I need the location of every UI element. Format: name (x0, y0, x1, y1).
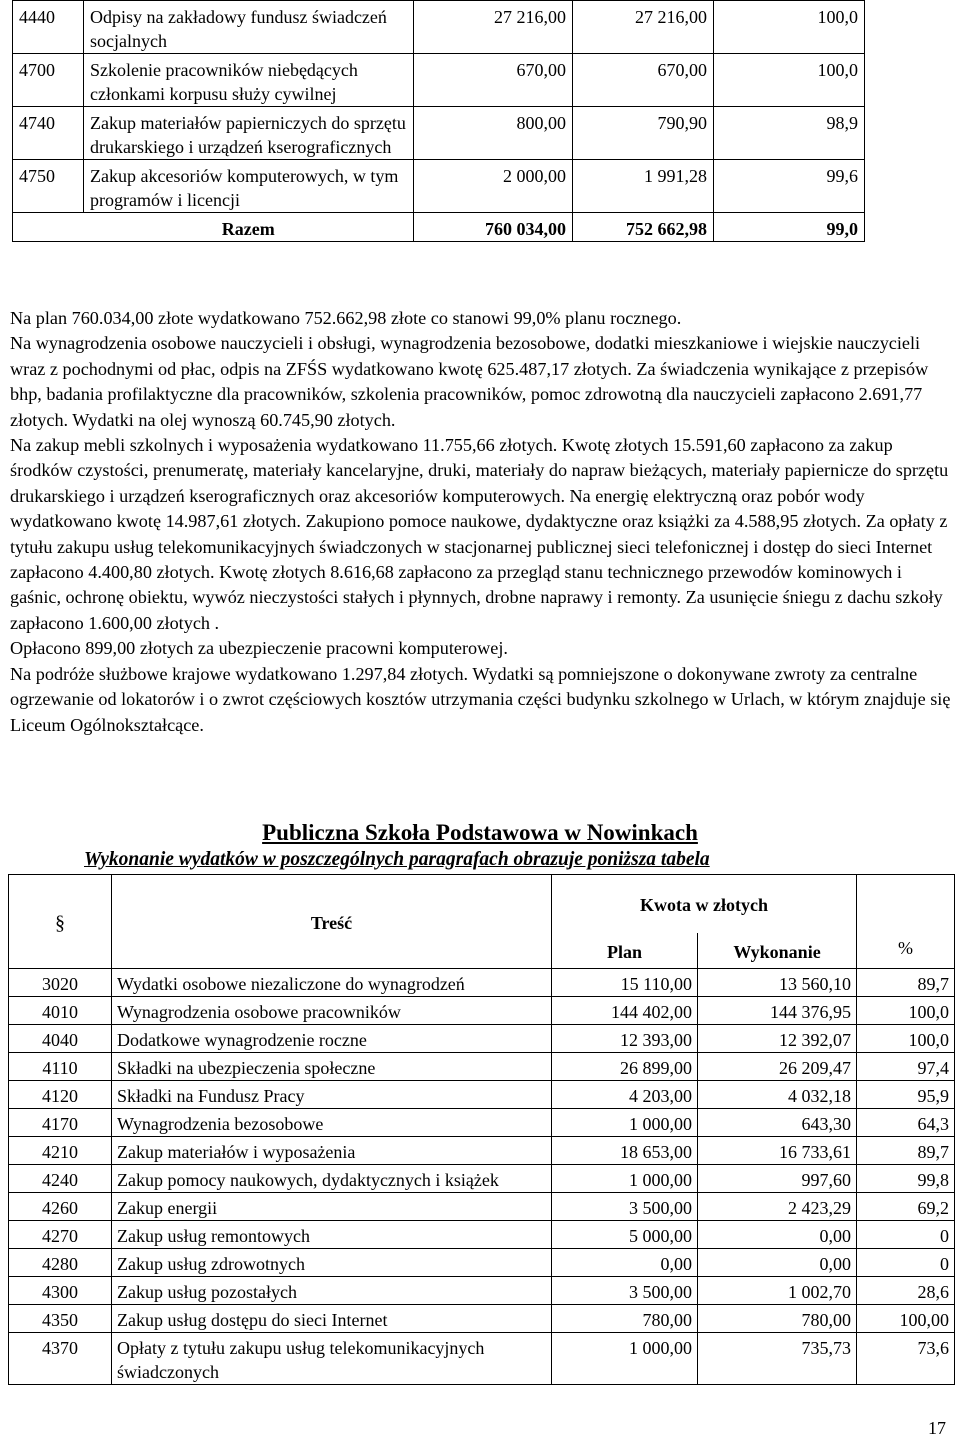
total-row (13, 213, 865, 242)
blank-cell (13, 213, 84, 242)
row-done: 1 991,28 (573, 160, 714, 213)
school-expenses-table (8, 874, 955, 1385)
table-caption: Wykonanie wydatków w poszczególnych paragrafach obrazuje poniższa tabela (84, 849, 710, 870)
row-pct: 0 (857, 1221, 955, 1249)
row-plan: 12 393,00 (552, 1025, 698, 1053)
row-done: 4 032,18 (698, 1081, 857, 1109)
row-pct: 100,00 (857, 1305, 955, 1333)
row-done: 12 392,07 (698, 1025, 857, 1053)
row-pct: 73,6 (857, 1333, 955, 1385)
row-plan: 26 899,00 (552, 1053, 698, 1081)
row-name: Składki na Fundusz Pracy (112, 1081, 552, 1109)
row-code: 4110 (9, 1053, 112, 1081)
table-row (13, 107, 865, 160)
table-row (13, 160, 865, 213)
row-name: Opłaty z tytułu zakupu usług telekomunikacyjnych świadczonych (112, 1333, 552, 1385)
row-pct: 100,0 (857, 1025, 955, 1053)
row-name: Dodatkowe wynagrodzenie roczne (112, 1025, 552, 1053)
row-plan: 18 653,00 (552, 1137, 698, 1165)
row-code: 4440 (13, 1, 84, 54)
paragraph: Na plan 760.034,00 złote wydatkowano 752.662,98 złote co stanowi 99,0% planu rocznego. (10, 308, 682, 328)
row-plan: 670,00 (414, 54, 573, 107)
row-name: Wydatki osobowe niezaliczone do wynagrodzeń (112, 969, 552, 997)
row-plan: 5 000,00 (552, 1221, 698, 1249)
paragraph: Na wynagrodzenia osobowe nauczycieli i obsługi, wynagrodzenia bezosobowe, dodatki mieszkaniowe i wiejskie nauczycieli wraz z pochodnymi od płac, odpis na ZFŚS wydatkowano kwotę 625.487,17 złotych. Za świadczenia wynikające z przepisów bhp, badania profilaktyczne dla pracowników, szkolenia pracowników, pomoc zdrowotną dla nauczycieli zapłacono 2.691,77 złotych. Wydatki na olej wynoszą 60.745,90 złotych. (10, 333, 929, 430)
row-plan: 1 000,00 (552, 1109, 698, 1137)
row-plan: 1 000,00 (552, 1333, 698, 1385)
row-name: Zakup usług zdrowotnych (112, 1249, 552, 1277)
table-row (9, 1333, 955, 1385)
row-name: Składki na ubezpieczenia społeczne (112, 1053, 552, 1081)
row-plan: 15 110,00 (552, 969, 698, 997)
paragraph: Na podróże służbowe krajowe wydatkowano 1.297,84 złotych. Wydatki są pomniejszone o dokonywane zwroty za centralne ogrzewanie od lokatorów i o zwrot częściowych kosztów utrzymania części budynku szkolnego w Urlach, w którym znajduje się Liceum Ogólnokształcące. (10, 663, 951, 735)
header-content: Treść (112, 875, 552, 969)
row-pct: 98,9 (714, 107, 865, 160)
header-amount: Kwota w złotych (552, 875, 857, 933)
row-done: 780,00 (698, 1305, 857, 1333)
table-row (9, 1165, 955, 1193)
row-code: 4300 (9, 1277, 112, 1305)
table-row (9, 1137, 955, 1165)
row-pct: 89,7 (857, 1137, 955, 1165)
table-row (13, 54, 865, 107)
row-pct: 99,6 (714, 160, 865, 213)
row-name: Zakup materiałów i wyposażenia (112, 1137, 552, 1165)
row-code: 4700 (13, 54, 84, 107)
row-code: 4010 (9, 997, 112, 1025)
table-row (9, 1277, 955, 1305)
row-plan: 3 500,00 (552, 1277, 698, 1305)
row-done: 1 002,70 (698, 1277, 857, 1305)
row-code: 4040 (9, 1025, 112, 1053)
table-row (9, 997, 955, 1025)
row-done: 16 733,61 (698, 1137, 857, 1165)
total-pct: 99,0 (714, 213, 865, 242)
row-done: 0,00 (698, 1221, 857, 1249)
row-plan: 4 203,00 (552, 1081, 698, 1109)
school-heading: Publiczna Szkoła Podstawowa w Nowinkach (262, 820, 698, 845)
row-done: 27 216,00 (573, 1, 714, 54)
row-pct: 100,0 (857, 997, 955, 1025)
table-row (9, 1221, 955, 1249)
table-row (9, 1305, 955, 1333)
row-code: 4740 (13, 107, 84, 160)
table-row (9, 1109, 955, 1137)
row-plan: 144 402,00 (552, 997, 698, 1025)
header-percent: % (857, 875, 955, 969)
row-pct: 95,9 (857, 1081, 955, 1109)
page-number: 17 (928, 1418, 946, 1438)
row-plan: 1 000,00 (552, 1165, 698, 1193)
expenses-table-continued (12, 0, 865, 242)
row-done: 643,30 (698, 1109, 857, 1137)
row-code: 4750 (13, 160, 84, 213)
row-pct: 64,3 (857, 1109, 955, 1137)
row-name: Zakup pomocy naukowych, dydaktycznych i książek (112, 1165, 552, 1193)
table-row (9, 969, 955, 997)
table-row (9, 1249, 955, 1277)
row-done: 670,00 (573, 54, 714, 107)
row-done: 13 560,10 (698, 969, 857, 997)
row-done: 735,73 (698, 1333, 857, 1385)
row-plan: 800,00 (414, 107, 573, 160)
row-code: 4280 (9, 1249, 112, 1277)
row-name: Zakup materiałów papierniczych do sprzętu drukarskiego i urządzeń kserograficznych (84, 107, 414, 160)
row-name: Zakup energii (112, 1193, 552, 1221)
row-pct: 89,7 (857, 969, 955, 997)
row-done: 2 423,29 (698, 1193, 857, 1221)
total-label: Razem (84, 213, 414, 242)
table-row (9, 1193, 955, 1221)
row-pct: 28,6 (857, 1277, 955, 1305)
row-code: 4240 (9, 1165, 112, 1193)
row-name: Zakup usług dostępu do sieci Internet (112, 1305, 552, 1333)
row-pct: 69,2 (857, 1193, 955, 1221)
row-pct: 100,0 (714, 1, 865, 54)
row-name: Zakup usług pozostałych (112, 1277, 552, 1305)
paragraph: Opłacono 899,00 złotych za ubezpieczenie pracowni komputerowej. (10, 638, 508, 659)
summary-text (10, 306, 954, 738)
row-done: 144 376,95 (698, 997, 857, 1025)
row-code: 4170 (9, 1109, 112, 1137)
row-plan: 27 216,00 (414, 1, 573, 54)
row-name: Wynagrodzenia osobowe pracowników (112, 997, 552, 1025)
total-done: 752 662,98 (573, 213, 714, 242)
row-pct: 100,0 (714, 54, 865, 107)
row-name: Szkolenie pracowników niebędących członkami korpusu służy cywilnej (84, 54, 414, 107)
row-done: 0,00 (698, 1249, 857, 1277)
row-name: Zakup usług remontowych (112, 1221, 552, 1249)
paragraph: Na zakup mebli szkolnych i wyposażenia wydatkowano 11.755,66 złotych. Kwotę złotych 15.591,60 zapłacono za zakup środków czystości, prenumeratę, materiały kancelaryjne, druki, materiały do napraw bieżących, materiały papiernicze do sprzętu drukarskiego i urządzeń kserograficznych oraz akcesoriów komputerowych. Na energię elektryczną oraz pobór wody wydatkowano kwotę 14.987,61 złotych. Zakupiono pomoce naukowe, dydaktyczne oraz książki za 4.588,95 złotych. Za opłaty z tytułu zakupu usług telekomunikacyjnych świadczonych w stacjonarnej publicznej sieci telefonicznej i dostęp do sieci Internet zapłacono 4.400,80 złotych. Kwotę złotych 8.616,68 zapłacono za przegląd stanu technicznego przewodów kominowych i gaśnic, ochronę obiektu, wywóz nieczystości stałych i płynnych, drobne naprawy i remonty. Za usunięcie śniegu z dachu szkoły zapłacono 1.600,00 złotych . (10, 435, 949, 633)
row-plan: 780,00 (552, 1305, 698, 1333)
row-plan: 0,00 (552, 1249, 698, 1277)
header-section: § (9, 875, 112, 969)
row-code: 4120 (9, 1081, 112, 1109)
table-row (13, 1, 865, 54)
row-name: Zakup akcesoriów komputerowych, w tym programów i licencji (84, 160, 414, 213)
row-plan: 2 000,00 (414, 160, 573, 213)
row-code: 4210 (9, 1137, 112, 1165)
total-plan: 760 034,00 (414, 213, 573, 242)
row-pct: 99,8 (857, 1165, 955, 1193)
table-row (9, 1081, 955, 1109)
row-pct: 0 (857, 1249, 955, 1277)
row-name: Odpisy na zakładowy fundusz świadczeń socjalnych (84, 1, 414, 54)
row-name: Wynagrodzenia bezosobowe (112, 1109, 552, 1137)
table-row (9, 1025, 955, 1053)
table-row (9, 1053, 955, 1081)
row-done: 26 209,47 (698, 1053, 857, 1081)
row-code: 4370 (9, 1333, 112, 1385)
header-done: Wykonanie (698, 933, 857, 969)
row-pct: 97,4 (857, 1053, 955, 1081)
row-code: 4270 (9, 1221, 112, 1249)
row-done: 997,60 (698, 1165, 857, 1193)
row-plan: 3 500,00 (552, 1193, 698, 1221)
row-done: 790,90 (573, 107, 714, 160)
row-code: 4350 (9, 1305, 112, 1333)
header-plan: Plan (552, 933, 698, 969)
row-code: 3020 (9, 969, 112, 997)
row-code: 4260 (9, 1193, 112, 1221)
